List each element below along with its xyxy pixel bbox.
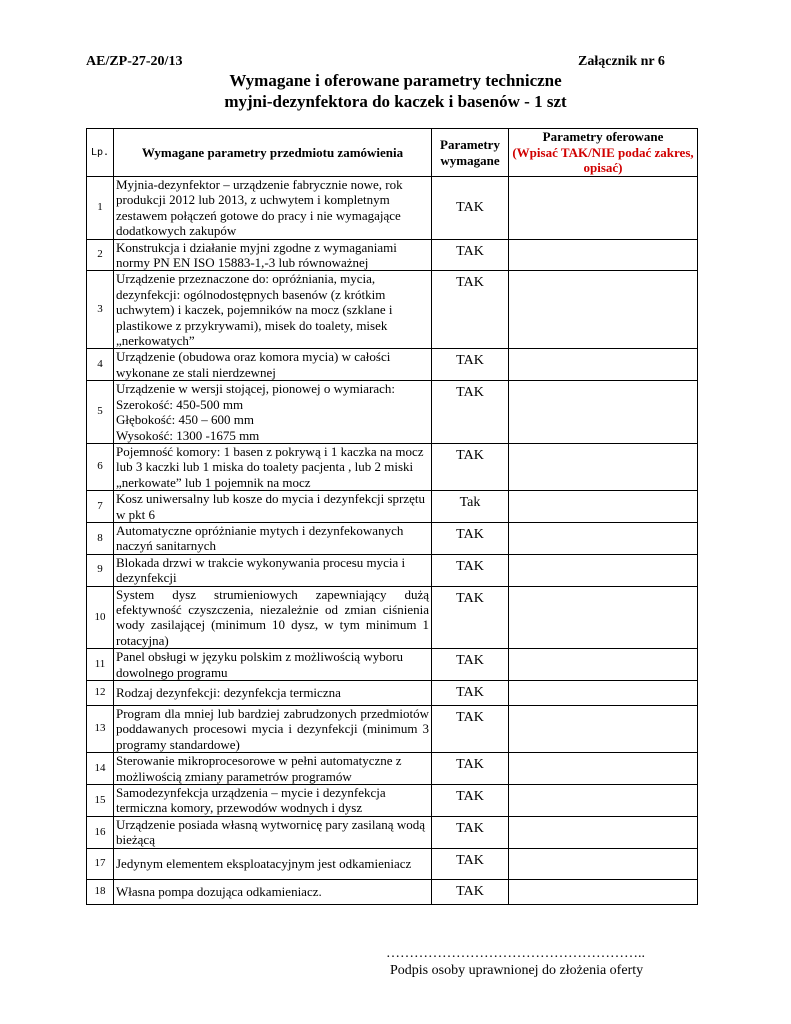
table-row: [87, 880, 698, 905]
row-number: 4: [87, 349, 114, 381]
header-lp: Lp.: [87, 129, 114, 177]
row-number: 3: [87, 271, 114, 349]
row-description-text: Program dla mniej lub bardziej zabrudzonych przedmiotów poddawanych procesowi mycia i dezynfekcji (minimum 3 programy standardowe): [116, 706, 429, 752]
page-title-line-1: Wymagane i oferowane parametry techniczne: [229, 71, 562, 90]
row-offered-input[interactable]: [509, 349, 698, 381]
row-required-value: TAK: [432, 649, 509, 681]
row-required-value: TAK: [432, 849, 509, 880]
row-description: [114, 880, 432, 905]
table-row: [87, 522, 698, 554]
row-required-value: TAK: [432, 349, 509, 381]
row-number: 9: [87, 554, 114, 586]
header-required: Parametry wymagane: [432, 129, 509, 177]
row-required-value: TAK: [432, 381, 509, 444]
row-required-value: TAK: [432, 554, 509, 586]
table-row: [87, 443, 698, 490]
row-offered-input[interactable]: [509, 271, 698, 349]
table-row: [87, 177, 698, 240]
row-required-value: TAK: [432, 880, 509, 905]
signature-label: Podpis osoby uprawnionej do złożenia oferty: [390, 963, 644, 978]
row-number: 14: [87, 753, 114, 785]
table-row: [87, 349, 698, 381]
signature-line: ………………………………………………..: [386, 946, 645, 961]
row-required-value: TAK: [432, 706, 509, 753]
row-offered-input[interactable]: [509, 586, 698, 649]
dimension-line: Szerokość: 450-500 mm: [116, 396, 244, 412]
row-number: 8: [87, 522, 114, 554]
row-required-value: TAK: [432, 681, 509, 706]
row-description: [114, 554, 432, 586]
row-offered-input[interactable]: [509, 443, 698, 490]
row-number: 13: [87, 706, 114, 753]
row-number: 2: [87, 239, 114, 271]
row-description-text: Kosz uniwersalny lub kosze do mycia i dezynfekcji sprzętu w pkt 6: [116, 491, 426, 522]
row-offered-input[interactable]: [509, 554, 698, 586]
row-required-value: TAK: [432, 443, 509, 490]
row-description-text: Jedynym elementem eksploatacyjnym jest odkamieniacz: [116, 856, 412, 872]
row-number: 11: [87, 649, 114, 681]
page-title-line-2: myjni-dezynfektora do kaczek i basenów - 1 szt: [224, 92, 567, 111]
row-required-value: TAK: [432, 177, 509, 240]
row-offered-input[interactable]: [509, 706, 698, 753]
header-offered: [509, 129, 698, 177]
row-description: [114, 271, 432, 349]
row-description: [114, 239, 432, 271]
table-row: [87, 586, 698, 649]
row-description-text: Automatyczne opróżnianie mytych i dezynfekowanych naczyń sanitarnych: [116, 522, 404, 554]
row-description-text: Panel obsługi w języku polskim z możliwością wyboru dowolnego programu: [116, 649, 404, 680]
row-description: [114, 491, 432, 523]
table-row: [87, 554, 698, 586]
attachment-number: Załącznik nr 6: [578, 54, 665, 69]
row-offered-input[interactable]: [509, 522, 698, 554]
row-required-value: TAK: [432, 522, 509, 554]
row-number: 12: [87, 681, 114, 706]
row-offered-input[interactable]: [509, 880, 698, 905]
table-row: [87, 271, 698, 349]
row-number: 7: [87, 491, 114, 523]
dimension-line: Głębokość: 450 – 600 mm: [116, 412, 254, 428]
table-row: [87, 649, 698, 681]
row-description: [114, 381, 432, 444]
row-description: [114, 681, 432, 706]
row-description: [114, 849, 432, 880]
row-offered-input[interactable]: [509, 649, 698, 681]
dimension-line: Wysokość: 1300 -1675 mm: [116, 427, 260, 443]
row-offered-input[interactable]: [509, 849, 698, 880]
row-description-text: Urządzenie (obudowa oraz komora mycia) w całości wykonane ze stali nierdzewnej: [116, 349, 391, 380]
document-reference: AE/ZP-27-20/13: [86, 54, 183, 69]
table-row: [87, 817, 698, 849]
row-description-text: Urządzenie przeznaczone do: opróżniania, mycia, dezynfekcji: ogólnodostępnych basenów (z krótkim uchwytem) i kaczek, pojemników na mocz (szklane i plastikowe z przykrywami), misek do toalety, misek „nerkowatych”: [116, 271, 393, 349]
row-required-value: TAK: [432, 586, 509, 649]
table-row: [87, 239, 698, 271]
row-description: [114, 649, 432, 681]
row-description: [114, 817, 432, 849]
row-description: [114, 785, 432, 817]
table-row: [87, 491, 698, 523]
row-required-value: TAK: [432, 785, 509, 817]
table-row: [87, 753, 698, 785]
row-offered-input[interactable]: [509, 177, 698, 240]
header-offered-label: Parametry oferowane: [542, 129, 664, 145]
table-row: [87, 381, 698, 444]
row-offered-input[interactable]: [509, 753, 698, 785]
row-offered-input[interactable]: [509, 491, 698, 523]
row-required-value: TAK: [432, 271, 509, 349]
row-number: 5: [87, 381, 114, 444]
row-number: 6: [87, 443, 114, 490]
row-offered-input[interactable]: [509, 817, 698, 849]
header-offered-note: (Wpisać TAK/NIE podać zakres, opisać): [512, 144, 694, 176]
row-description: [114, 177, 432, 240]
row-description-text: Samodezynfekcja urządzenia – mycie i dezynfekcja termiczna komory, przewodów wodnych i dysz: [116, 785, 386, 816]
row-required-value: TAK: [432, 817, 509, 849]
row-description-text: Urządzenie posiada własną wytwornicę pary zasilaną wodą bieżącą: [116, 817, 425, 848]
row-description-text: Własna pompa dozująca odkamieniacz.: [116, 884, 322, 900]
row-number: 17: [87, 849, 114, 880]
row-description: [114, 586, 432, 649]
row-number: 18: [87, 880, 114, 905]
row-description: [114, 753, 432, 785]
row-required-value: TAK: [432, 753, 509, 785]
row-description-text: Myjnia-dezynfektor – urządzenie fabrycznie nowe, rok produkcji 2012 lub 2013, z uchwytem i kompletnym zestawem połączeń gotowe do pracy i nie wymagające dodatkowych zakupów: [116, 177, 403, 239]
row-description-text: Rodzaj dezynfekcji: dezynfekcja termiczna: [116, 685, 341, 701]
parameters-table: [86, 128, 698, 905]
header-params: Wymagane parametry przedmiotu zamówienia: [114, 129, 432, 177]
row-description: [114, 349, 432, 381]
row-description: [114, 522, 432, 554]
row-required-value: Tak: [432, 491, 509, 523]
table-row: [87, 706, 698, 753]
row-description-text: Pojemność komory: 1 basen z pokrywą i 1 kaczka na mocz lub 3 kaczki lub 1 miska do toalety pacjenta , lub 2 miski „nerkowate” lub 1 pojemnik na mocz: [116, 443, 424, 490]
table-row: [87, 785, 698, 817]
row-description-text: System dysz strumieniowych zapewniający dużą efektywność czyszczenia, niezależnie od zmian ciśnienia wody zasilającej (minimum 10 dysz, w tym minimum 1 rotacyjna): [116, 586, 429, 648]
row-required-value: TAK: [432, 239, 509, 271]
row-description-text: Konstrukcja i działanie myjni zgodne z wymaganiami normy PN EN ISO 15883-1,-3 lub równoważnej: [116, 239, 397, 271]
row-offered-input[interactable]: [509, 681, 698, 706]
row-description: [114, 443, 432, 490]
row-offered-input[interactable]: [509, 381, 698, 444]
row-number: 16: [87, 817, 114, 849]
row-description-text: Blokada drzwi w trakcie wykonywania procesu mycia i dezynfekcji: [116, 554, 406, 586]
row-offered-input[interactable]: [509, 785, 698, 817]
row-offered-input[interactable]: [509, 239, 698, 271]
table-row: [87, 849, 698, 880]
row-number: 15: [87, 785, 114, 817]
row-number: 1: [87, 177, 114, 240]
row-number: 10: [87, 586, 114, 649]
row-description-text: Urządzenie w wersji stojącej, pionowej o wymiarach:: [116, 381, 396, 397]
row-description: [114, 706, 432, 753]
row-description-text: Sterowanie mikroprocesorowe w pełni automatyczne z możliwością zmiany parametrów programów: [116, 753, 402, 784]
table-row: [87, 681, 698, 706]
